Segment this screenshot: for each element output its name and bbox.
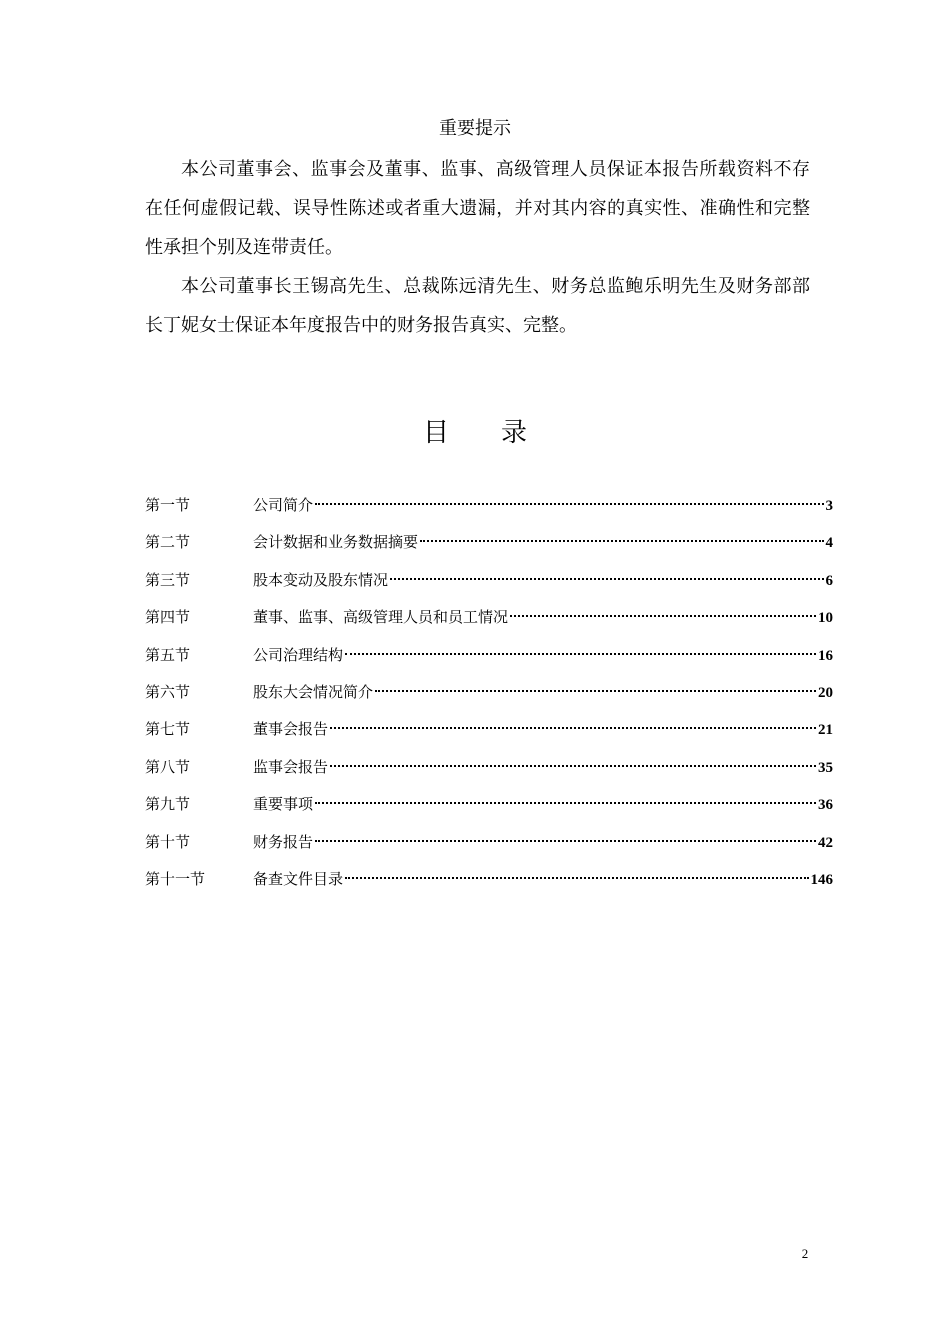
toc-entry[interactable]	[145, 865, 833, 902]
toc-section-title: 监事会报告	[253, 757, 329, 776]
toc-leader-dots	[420, 540, 823, 542]
toc-leader-dots	[345, 653, 816, 655]
toc-section-number: 第五节	[145, 645, 191, 664]
notice-body	[145, 150, 810, 345]
toc-page-number: 36	[818, 797, 833, 814]
toc-section-number: 第十一节	[145, 869, 206, 888]
toc-section-title: 股东大会情况简介	[253, 682, 374, 701]
toc-entry[interactable]	[145, 828, 833, 865]
toc-entry[interactable]	[145, 603, 833, 640]
toc-leader-dots	[315, 840, 816, 842]
toc-leader-dots	[375, 690, 816, 692]
page-number: 2	[801, 1246, 809, 1261]
toc-entry[interactable]	[145, 491, 833, 528]
toc-leader-dots	[315, 802, 816, 804]
toc-section-number: 第二节	[145, 533, 191, 552]
toc-section-title: 公司简介	[253, 496, 314, 514]
toc-entry[interactable]	[145, 528, 833, 565]
toc-entry[interactable]	[145, 753, 833, 790]
toc-page-number: 146	[810, 871, 833, 888]
toc-section-number: 第八节	[145, 757, 191, 776]
toc-leader-dots	[345, 877, 808, 879]
toc-section-number: 第六节	[145, 682, 191, 701]
toc-heading-char: 目	[422, 418, 449, 448]
toc-section-title: 董事会报告	[253, 720, 329, 739]
toc-section-number: 第三节	[145, 570, 191, 589]
toc-leader-dots	[510, 615, 816, 617]
toc-page-number: 16	[818, 647, 833, 664]
toc-section-number: 第七节	[145, 720, 191, 739]
toc-section-number: 第十节	[145, 832, 191, 851]
toc-section-title: 公司治理结构	[253, 645, 344, 664]
toc-section-title: 董事、监事、高级管理人员和员工情况	[253, 608, 509, 627]
toc-page-number: 3	[825, 498, 833, 514]
toc-entry[interactable]	[145, 641, 833, 678]
toc-leader-dots	[330, 727, 816, 729]
toc-heading-char: 录	[501, 418, 528, 448]
toc-page-number: 42	[818, 834, 833, 851]
toc-page-number: 4	[825, 535, 833, 552]
notice-title: 重要提示	[439, 118, 511, 139]
toc-section-title: 财务报告	[253, 832, 314, 851]
notice-paragraph: 本公司董事会、监事会及董事、监事、高级管理人员保证本报告所载资料不存在任何虚假记载、误导性陈述或者重大遗漏，并对其内容的真实性、准确性和完整性承担个别及连带责任。	[145, 159, 810, 258]
table-of-contents	[145, 491, 833, 902]
toc-section-number: 第四节	[145, 608, 191, 627]
toc-leader-dots	[390, 578, 823, 580]
notice-paragraph: 本公司董事长王锡高先生、总裁陈远清先生、财务总监鲍乐明先生及财务部部长丁妮女士保证本年度报告中的财务报告真实、完整。	[145, 276, 810, 336]
toc-section-title: 股本变动及股东情况	[253, 570, 389, 589]
toc-page-number: 10	[818, 610, 833, 627]
toc-leader-dots	[330, 765, 816, 767]
toc-section-number: 第一节	[145, 496, 191, 514]
toc-page-number: 21	[818, 722, 833, 739]
toc-page-number: 6	[825, 572, 833, 589]
toc-section-number: 第九节	[145, 795, 191, 814]
toc-entry[interactable]	[145, 715, 833, 752]
toc-section-title: 重要事项	[253, 795, 314, 814]
toc-entry[interactable]	[145, 566, 833, 603]
toc-section-title: 备查文件目录	[253, 869, 344, 888]
toc-page-number: 35	[818, 759, 833, 776]
toc-entry[interactable]	[145, 678, 833, 715]
toc-page-number: 20	[818, 684, 833, 701]
toc-leader-dots	[315, 503, 823, 505]
toc-heading	[0, 416, 950, 450]
toc-section-title: 会计数据和业务数据摘要	[253, 533, 419, 552]
toc-entry[interactable]	[145, 790, 833, 827]
